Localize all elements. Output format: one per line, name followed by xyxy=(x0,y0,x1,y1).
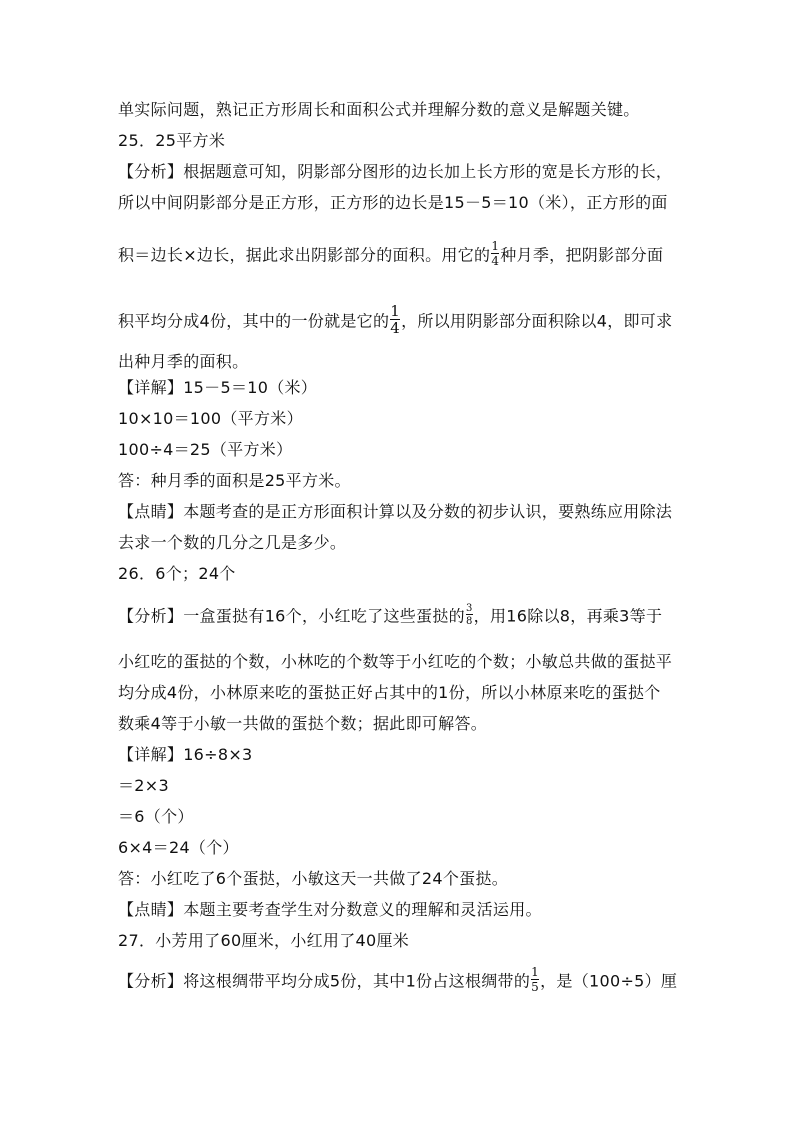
solution-line xyxy=(118,409,303,429)
fraction-numerator: 3 xyxy=(465,603,473,614)
paragraph-text: 【点睛】本题主要考查学生对分数意义的理解和灵活运用。 xyxy=(118,900,542,919)
answer-text: 27．小芳用了60厘米，小红用了40厘米 xyxy=(118,931,410,950)
paragraph-text: 种月季，把阴影部分面 xyxy=(500,245,664,265)
analysis-line xyxy=(118,714,487,734)
paragraph-text: 答：小红吃了6个蛋挞，小敏这天一共做了24个蛋挞。 xyxy=(118,869,509,888)
analysis-line-with-fraction xyxy=(118,605,662,629)
comment-line xyxy=(118,900,542,920)
fraction-numerator: 1 xyxy=(491,239,500,253)
analysis-line-with-fraction xyxy=(118,302,673,338)
analysis-line-with-fraction xyxy=(118,239,664,270)
paragraph-text: 答：种月季的面积是25平方米。 xyxy=(118,471,351,490)
solution-line xyxy=(118,776,169,796)
paragraph-text: 【详解】15－5＝10（米） xyxy=(118,378,318,397)
paragraph-text: 10×10＝100（平方米） xyxy=(118,409,303,428)
paragraph-text: ，所以用阴影部分面积除以4，即可求 xyxy=(401,311,673,331)
paragraph-text: 去求一个数的几分之几是多少。 xyxy=(118,533,347,552)
solution-line xyxy=(118,807,194,827)
fraction-one-quarter xyxy=(390,304,400,336)
paragraph-text: 【详解】16÷8×3 xyxy=(118,745,253,764)
fraction-one-fifth xyxy=(531,966,539,994)
paragraph-text: 【点睛】本题考查的是正方形面积计算以及分数的初步认识，要熟练应用除法 xyxy=(118,502,673,521)
paragraph-text: 积＝边长×边长，据此求出阴影部分的面积。用它的 xyxy=(118,245,491,265)
paragraph-text: 所以中间阴影部分是正方形，正方形的边长是15－5＝10（米），正方形的面 xyxy=(118,193,668,212)
paragraph-text: 100÷4＝25（平方米） xyxy=(118,440,293,459)
paragraph-text: 6×4＝24（个） xyxy=(118,838,239,857)
paragraph-text: 均分成4份，小林原来吃的蛋挞正好占其中的1份，所以小林原来吃的蛋挞个 xyxy=(118,683,661,702)
paragraph-text: 小红吃的蛋挞的个数，小林吃的个数等于小红吃的个数；小敏总共做的蛋挞平 xyxy=(118,652,673,671)
solution-line xyxy=(118,838,239,858)
fraction-denominator: 8 xyxy=(465,616,473,627)
fraction-one-quarter xyxy=(491,240,499,268)
paragraph-text: 单实际问题，熟记正方形周长和面积公式并理解分数的意义是解题关键。 xyxy=(118,100,640,119)
solution-line xyxy=(118,745,253,765)
paragraph-text: ＝2×3 xyxy=(118,776,169,795)
solution-line xyxy=(118,440,292,460)
paragraph-text: 数乘4等于小敏一共做的蛋挞个数；据此即可解答。 xyxy=(118,714,488,733)
paragraph-text: ，用16除以8，再乘3等于 xyxy=(473,606,663,626)
paragraph-text: ，是（100÷5）厘 xyxy=(540,971,678,991)
paragraph-text: 出种月季的面积。 xyxy=(118,352,249,371)
analysis-line xyxy=(118,162,672,182)
paragraph-text: 【分析】根据题意可知，阴影部分图形的边长加上长方形的宽是长方形的长， xyxy=(118,162,673,181)
text-line xyxy=(118,100,640,120)
solution-line xyxy=(118,378,317,398)
fraction-denominator: 4 xyxy=(390,319,401,337)
fraction-denominator: 5 xyxy=(531,980,540,994)
paragraph-text: 【分析】一盒蛋挞有16个，小红吃了这些蛋挞的 xyxy=(118,606,465,626)
answer-text: 26．6个；24个 xyxy=(118,564,236,583)
analysis-line xyxy=(118,652,672,672)
answer-line xyxy=(118,471,351,491)
comment-line xyxy=(118,533,346,553)
fraction-numerator: 1 xyxy=(390,302,401,320)
analysis-line xyxy=(118,683,661,703)
comment-line xyxy=(118,502,672,522)
answer-heading-27 xyxy=(118,931,409,951)
answer-heading-25 xyxy=(118,131,225,151)
fraction-three-eighths xyxy=(466,603,473,627)
answer-heading-26 xyxy=(118,564,236,584)
fraction-numerator: 1 xyxy=(531,965,540,979)
analysis-line xyxy=(118,352,248,372)
fraction-denominator: 4 xyxy=(491,254,500,268)
analysis-line xyxy=(118,193,668,213)
answer-text: 25．25平方米 xyxy=(118,131,226,150)
answer-line xyxy=(118,869,508,889)
paragraph-text: 积平均分成4份，其中的一份就是它的 xyxy=(118,311,390,331)
analysis-line-with-fraction xyxy=(118,965,678,996)
paragraph-text: 【分析】将这根绸带平均分成5份，其中1份占这根绸带的 xyxy=(118,971,531,991)
paragraph-text: ＝6（个） xyxy=(118,807,194,826)
